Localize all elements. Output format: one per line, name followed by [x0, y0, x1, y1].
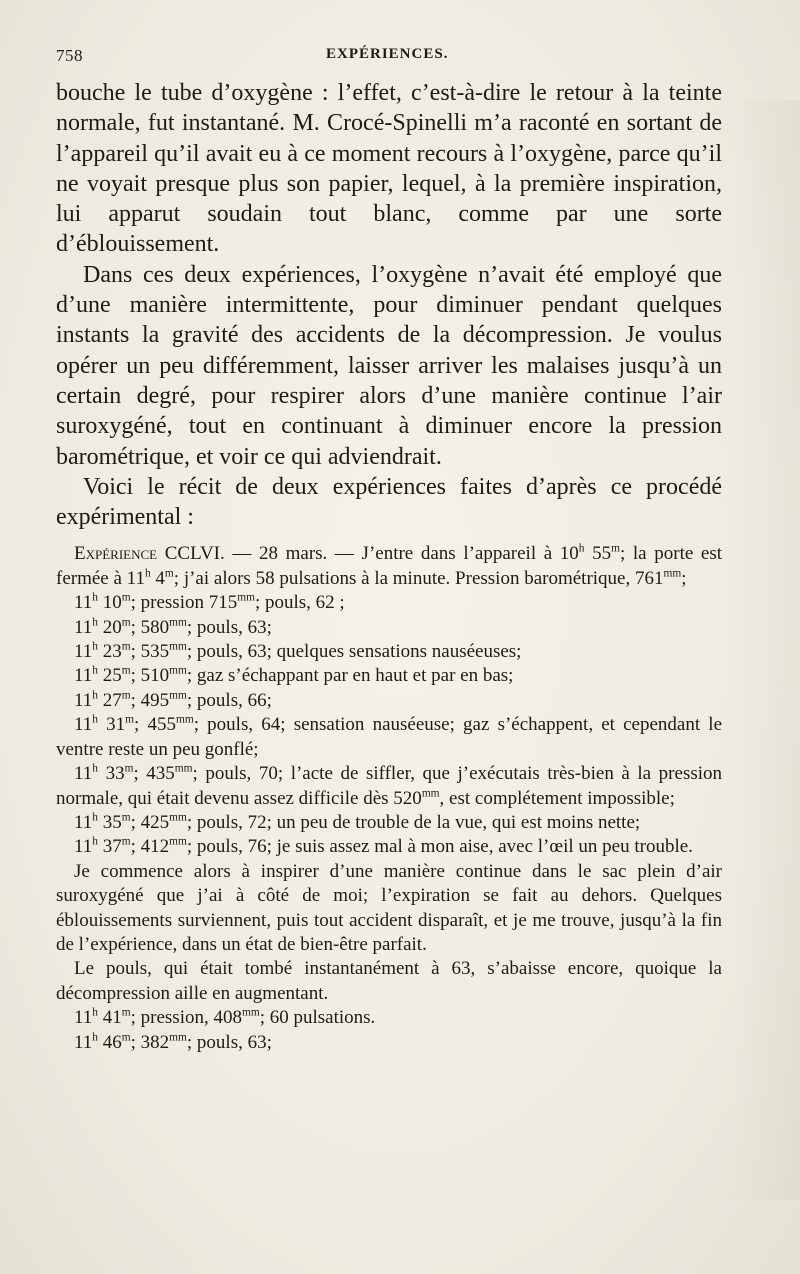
running-title: EXPÉRIENCES. [326, 46, 449, 62]
log-entry: 11$^h$ 25$^m$; $510^{mm}$; gaz s’échappant par en haut et par en bas; [74, 665, 514, 687]
log-entry: 11$^h$ 35$^m$; $425^{mm}$; pouls, 72; un peu de trouble de la vue, qui est moins nette; [74, 811, 641, 833]
log-entry: 11$^h$ 37$^m$; $412^{mm}$; pouls, 76; je suis assez mal à mon aise, avec l’œil un peu trouble. [74, 836, 693, 858]
log-entry: 11$^h$ 31$^m$; $455^{mm}$; pouls, 64; sensation nauséeuse; gaz s’échappent, et cependant le ventre reste un peu gonflé; [56, 713, 723, 760]
paragraph: Voici le récit de deux expériences faites d’après ce procédé expérimental : [56, 473, 722, 531]
log-entry: 11$^h$ 41$^m$; pression, $408^{mm}$; 60 pulsations. [74, 1006, 376, 1029]
page-number: 758 [56, 46, 83, 65]
paragraph: Je commence alors à inspirer d’une manière continue dans le sac plein d’air suroxygéné que j’ai à côté de moi; l’expiration se fait au dehors. Quelques éblouissements surviennent, puis tout accident disparaît, et je me trouve, jusqu’à la fin de l’expérience, dans un état de bien-être parfait. [56, 860, 722, 955]
experiment-record [56, 542, 722, 1055]
experiment-label: Expérience [74, 543, 158, 565]
experiment-number: CCLVI. [164, 543, 225, 565]
paragraph: Dans ces deux expériences, l’oxygène n’avait été employé que d’une manière intermittente, pour diminuer pendant quelques instants la gravité des accidents de la décompression. Je voulus opérer un peu différemment, laisser arriver les malaises jusqu’à un certain degré, pour respirer alors d’une manière continue l’air suroxygéné, tout en continuant à diminuer encore la pression barométrique, et voir ce qui adviendrait. [56, 261, 722, 470]
log-entry: 11$^h$ 46$^m$; $382^{mm}$; pouls, 63; [74, 1031, 272, 1053]
main-text [56, 78, 722, 532]
log-entry: 11$^h$ 27$^m$; $495^{mm}$; pouls, 66; [74, 689, 272, 711]
experiment-intro [56, 542, 722, 591]
log-entry: 11$^h$ 20$^m$; $580^{mm}$; pouls, 63; [74, 616, 272, 638]
experiment-intro-text: — 28 mars. — J’entre dans l’appareil à 10$^h$ 55$^m$; la porte est fermée à 11$^h$ 4$^m$; j’ai alors 58 pulsations à la minute. Pression barométrique, $761^{mm}$; [56, 543, 723, 589]
page-header [56, 46, 722, 72]
bleed-through-shadow [730, 100, 800, 1200]
log-entry: 11$^h$ 23$^m$; $535^{mm}$; pouls, 63; quelques sensations nauséeuses; [74, 640, 522, 663]
page-body [56, 78, 722, 1055]
log-entry: 11$^h$ 10$^m$; pression $715^{mm}$; pouls, 62 ; [74, 591, 345, 614]
paragraph: Le pouls, qui était tombé instantanément à 63, s’abaisse encore, quoique la décompression aille en augmentant. [56, 958, 722, 1004]
log-entry: 11$^h$ 33$^m$; $435^{mm}$; pouls, 70; l’acte de siffler, que j’exécutais très-bien à la pression normale, qui était devenu assez difficile dès $520^{mm}$, est complétement impossible; [56, 762, 723, 809]
paragraph-continuation: bouche le tube d’oxygène : l’effet, c’est-à-dire le retour à la teinte normale, fut instantané. M. Crocé-Spinelli m’a raconté en sortant de l’appareil qu’il avait eu à ce moment recours à l’oxygène, parce qu’il ne voyait presque plus son papier, lequel, à la première inspiration, lui apparut soudain tout blanc, comme par une sorte d’éblouissement. [56, 80, 722, 258]
